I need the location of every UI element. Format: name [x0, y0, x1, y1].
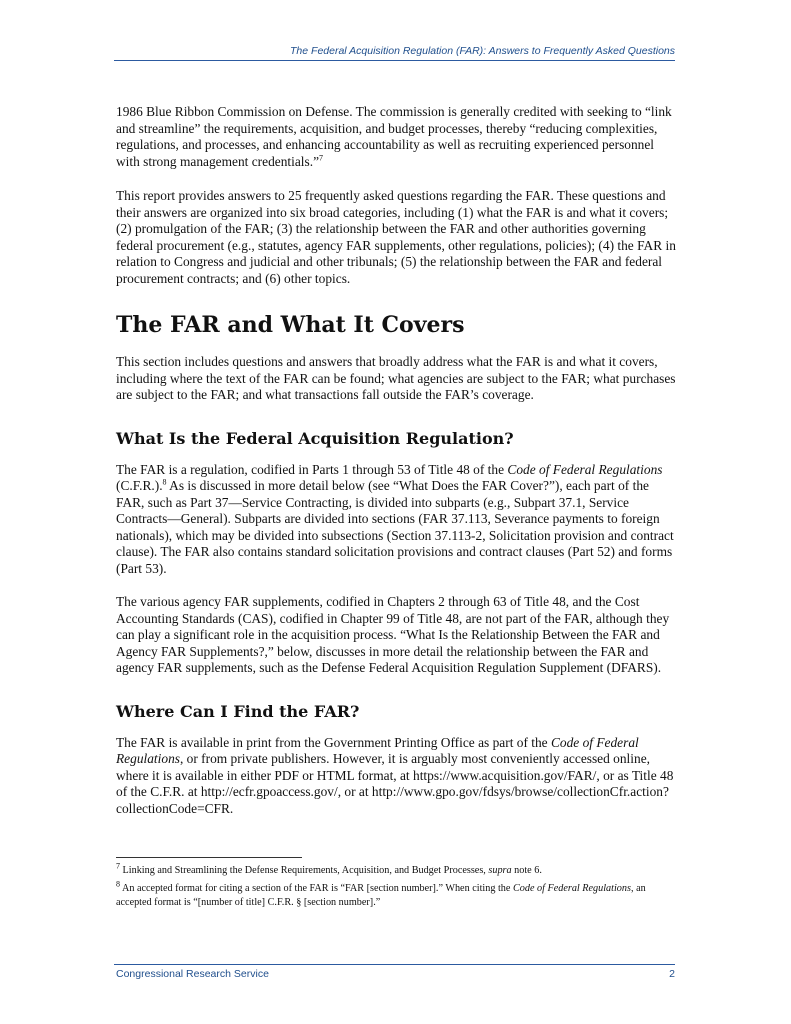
what-is-far-paragraph-1 [116, 462, 678, 578]
where-find-far-paragraph [116, 735, 678, 818]
footnote-7-italic: supra [488, 865, 512, 876]
what-is-far-text-3: As is discussed in more detail below (see “What Does the FAR Cover?”), each part of the FAR, such as Part 37—Service Contracting, is divided into subparts (e.g., Subpart 37.1, Service Contracts—General). Subparts are divided into sections (FAR 37.113, Severance payments to foreign nationals), which may be divided into subsections (Section 37.113-2, Solicitation provision and contract clause). The FAR also contains standard solicitation provisions and contract clauses (Part 52) and forms (Part 53). [116, 478, 674, 576]
footnote-ref-8[interactable]: 8 [162, 477, 167, 487]
page-footer [116, 968, 675, 980]
document-body [116, 104, 678, 817]
footnote-7 [116, 861, 676, 879]
question-heading-where-find-far: Where Can I Find the FAR? [116, 701, 360, 721]
what-is-far-text-1: The FAR is a regulation, codified in Parts 1 through 53 of Title 48 of the [116, 461, 508, 477]
intro-paragraph-1 [116, 104, 678, 170]
intro-paragraph-1-text: 1986 Blue Ribbon Commission on Defense. The commission is generally credited with seeking to “link and streamline” the requirements, acquisition, and budget processes, thereby “reducing complexities, regulations, and processes, and enhancing accountability as well as recruiting experienced personnel with strong management credentials.” [116, 104, 672, 169]
cfr-title-italic: Code of Federal Regulations [507, 461, 663, 477]
footer-divider [114, 964, 675, 965]
section-intro-paragraph: This section includes questions and answers that broadly address what the FAR is and what it covers, including where the text of the FAR can be found; what agencies are subject to the FAR; what purchases are subject to the FAR; and what transactions fall outside the FAR’s coverage. [116, 354, 676, 402]
footnote-8-end: , an accepted format is “[number of title] C.F.R. § [section number].” [116, 882, 646, 908]
where-find-far-text-1: The FAR is available in print from the Government Printing Office as part of the [116, 734, 551, 750]
footnote-7-text: Linking and Streamlining the Defense Requirements, Acquisition, and Budget Processes, [120, 865, 489, 876]
footnote-8 [116, 879, 676, 911]
intro-paragraph-2: This report provides answers to 25 frequently asked questions regarding the FAR. These questions and their answers are organized into six broad categories, including (1) what the FAR is and what it covers; (2) promulgation of the FAR; (3) the relationship between the FAR and other authorities governing federal procurement (e.g., statutes, agency FAR supplements, other regulations, policies); (4) the FAR in relation to Congress and judicial and other tribunals; (5) the relationship between the FAR and federal procurement contracts; and (6) other topics. [116, 188, 676, 286]
footnote-8-text: An accepted format for citing a section of the FAR is “FAR [section number].” When citing the [120, 882, 513, 894]
footnote-8-italic: Code of Federal Regulations [512, 882, 631, 894]
section-title: The FAR and What It Covers [116, 312, 465, 338]
running-header: The Federal Acquisition Regulation (FAR): Answers to Frequently Asked Questions [114, 45, 675, 61]
footer-publisher: Congressional Research Service [116, 968, 269, 980]
footnote-7-end: note 6. [511, 865, 542, 876]
footnotes [116, 861, 676, 914]
footnote-divider [116, 857, 302, 858]
question-heading-what-is-far: What Is the Federal Acquisition Regulation? [116, 428, 514, 448]
footnote-ref-7[interactable]: 7 [319, 153, 324, 163]
page-number: 2 [669, 968, 675, 980]
what-is-far-paragraph-2: The various agency FAR supplements, codified in Chapters 2 through 63 of Title 48, and the Cost Accounting Standards (CAS), codified in Chapter 99 of Title 48, are not part of the FAR, although they can play a significant role in the acquisition process. “What Is the Relationship Between the FAR and Agency FAR Supplements?,” below, discusses in more detail the relationship between the FAR and agency FAR supplements, such as the Defense Federal Acquisition Regulation Supplement (DFARS). [116, 594, 670, 675]
what-is-far-text-2: (C.F.R.). [116, 478, 163, 493]
where-find-far-text-2: , or from private publishers. However, it is arguably most conveniently accessed online, where it is available in either PDF or HTML format, at https://www.acquisition.gov/FAR/, or as Title 48 of the C.F.R. at http://ecfr.gpoaccess.gov/, or at http://www.gpo.gov/fdsys/browse/collectionCfr.action?collectionCode=CFR. [116, 751, 674, 816]
cfr-title-italic-2: Code of Federal Regulations [116, 734, 639, 766]
footnote-7-mark: 7 [116, 861, 120, 871]
footnote-8-mark: 8 [116, 879, 120, 889]
